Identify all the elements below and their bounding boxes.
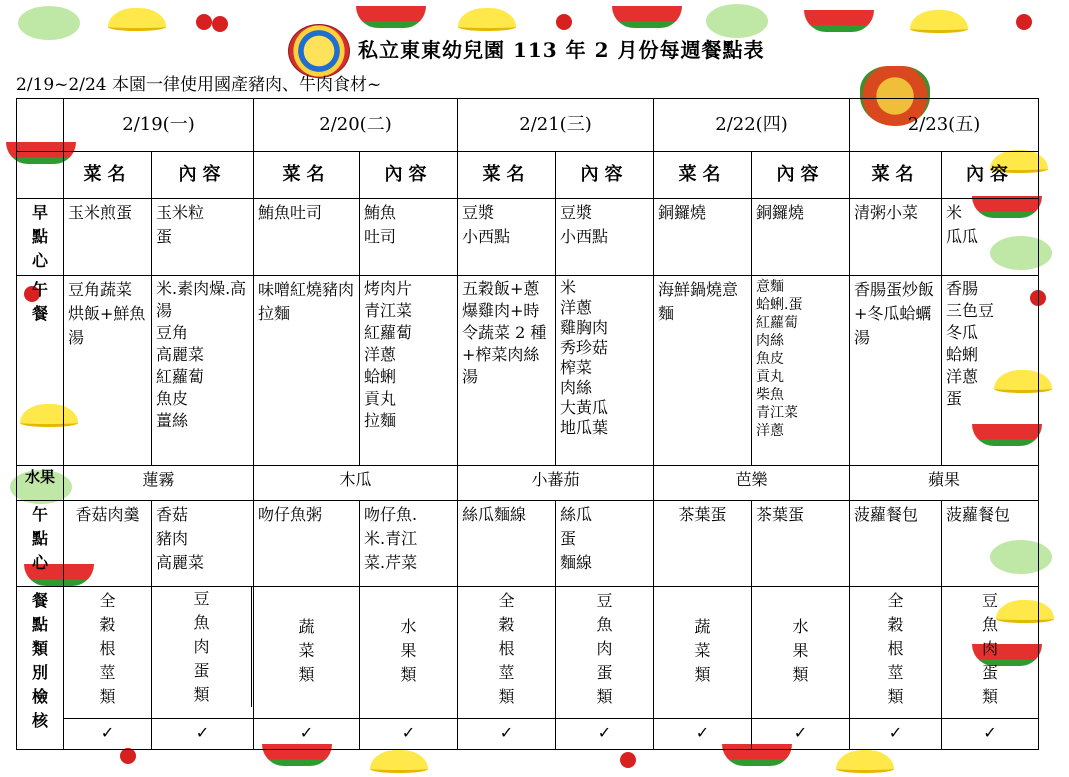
- fruit-cell: 蘋果: [850, 466, 1039, 501]
- content-cell: 烤肉片 青江菜 紅蘿蔔 洋蔥 蛤蜊 貢丸 拉麵: [360, 276, 458, 466]
- category-vegetables: 蔬菜類: [254, 587, 360, 719]
- check-row: [17, 587, 1039, 719]
- category-fruit: 水果類: [360, 587, 458, 719]
- check-mark: ✓: [850, 719, 942, 750]
- breakfast-row: [17, 199, 1039, 276]
- content-cell: 米.素肉燥.高湯 豆角 高麗菜 紅蘿蔔 魚皮 薑絲: [152, 276, 254, 466]
- dish-column-header: 菜名: [654, 152, 752, 199]
- check-mark: ✓: [64, 719, 152, 750]
- day-header: 2/21(三): [458, 99, 654, 152]
- column-header-row: [17, 152, 1039, 199]
- dish-cell: 香菇肉羹: [64, 501, 152, 587]
- dish-cell: 香腸蛋炒飯+冬瓜蛤蠣湯: [850, 276, 942, 466]
- content-column-header: 內容: [360, 152, 458, 199]
- dish-cell: 玉米煎蛋: [64, 199, 152, 276]
- category-protein: 豆魚肉蛋類: [152, 587, 252, 707]
- check-mark: ✓: [752, 719, 850, 750]
- category-grains: 全穀根莖類: [458, 587, 556, 719]
- dish-cell: 銅鑼燒: [654, 199, 752, 276]
- content-cell: 豆漿 小西點: [556, 199, 654, 276]
- fruit-cell: 小蕃茄: [458, 466, 654, 501]
- category-grains: 全穀根莖類: [850, 587, 942, 719]
- fruit-cell: 芭樂: [654, 466, 850, 501]
- page-title: 私立東東幼兒園 113 年 2 月份每週餐點表: [358, 38, 765, 62]
- content-cell: 意麵 蛤蜊.蛋 紅蘿蔔 肉絲 魚皮 貢丸 柴魚 青江菜 洋蔥: [752, 276, 850, 466]
- day-header: 2/23(五): [850, 99, 1039, 152]
- category-protein: 豆魚肉蛋類: [556, 587, 654, 719]
- fruit-row: [17, 466, 1039, 501]
- content-cell: 米 洋蔥 雞胸肉 秀珍菇 榨菜 肉絲 大黃瓜 地瓜葉: [556, 276, 654, 466]
- content-cell: 香菇 豬肉 高麗菜: [152, 501, 254, 587]
- corner-cell: [17, 152, 64, 199]
- category-group: [152, 587, 254, 719]
- dish-cell: 絲瓜麵線: [458, 501, 556, 587]
- day-header: 2/19(一): [64, 99, 254, 152]
- check-mark: ✓: [254, 719, 360, 750]
- check-mark: ✓: [654, 719, 752, 750]
- dish-cell: 豆角蔬菜烘飯+鮮魚湯: [64, 276, 152, 466]
- category-spacer: [252, 587, 253, 707]
- cherry-decoration: [120, 748, 136, 764]
- banana-decoration: [370, 750, 428, 773]
- content-cell: 菠蘿餐包: [942, 501, 1039, 587]
- dish-cell: 味噌紅燒豬肉拉麵: [254, 276, 360, 466]
- day-header: 2/22(四): [654, 99, 850, 152]
- content-column-header: 內容: [152, 152, 254, 199]
- content-column-header: 內容: [942, 152, 1039, 199]
- menu-table: [16, 98, 1039, 750]
- dish-cell: 鮪魚吐司: [254, 199, 360, 276]
- dish-cell: 豆漿 小西點: [458, 199, 556, 276]
- dish-cell: 海鮮鍋燒意麵: [654, 276, 752, 466]
- fruit-cell: 蓮霧: [64, 466, 254, 501]
- row-label-afternoon: 午點心: [17, 501, 64, 587]
- dish-column-header: 菜名: [254, 152, 360, 199]
- category-protein: 豆魚肉蛋類: [942, 587, 1039, 719]
- dish-cell: 吻仔魚粥: [254, 501, 360, 587]
- check-mark-row: [17, 719, 1039, 750]
- content-cell: 米 瓜瓜: [942, 199, 1039, 276]
- subtitle-note: 2/19~2/24 本園一律使用國產豬肉、牛肉食材~: [16, 75, 382, 95]
- check-mark: ✓: [360, 719, 458, 750]
- banana-decoration: [836, 750, 894, 773]
- lunch-row: [17, 276, 1039, 466]
- day-header: 2/20(二): [254, 99, 458, 152]
- title-bar: [0, 20, 1069, 64]
- category-vegetables: 蔬菜類: [654, 587, 752, 719]
- check-mark: ✓: [556, 719, 654, 750]
- content-column-header: 內容: [752, 152, 850, 199]
- content-cell: 香腸 三色豆 冬瓜 蛤蜊 洋蔥 蛋: [942, 276, 1039, 466]
- content-cell: 茶葉蛋: [752, 501, 850, 587]
- dish-column-header: 菜名: [458, 152, 556, 199]
- category-fruit: 水果類: [752, 587, 850, 719]
- row-label-lunch: 午餐: [17, 276, 64, 466]
- check-mark: ✓: [458, 719, 556, 750]
- row-label-check: 餐點類別檢核: [17, 587, 64, 750]
- check-mark: ✓: [152, 719, 254, 750]
- content-cell: 銅鑼燒: [752, 199, 850, 276]
- row-label-breakfast: 早點心: [17, 199, 64, 276]
- corner-cell: [17, 99, 64, 152]
- fruit-cell: 木瓜: [254, 466, 458, 501]
- check-mark: ✓: [942, 719, 1039, 750]
- dish-cell: 五穀飯+蔥爆雞肉+時令蔬菜 2 種+榨菜肉絲湯: [458, 276, 556, 466]
- dish-cell: 清粥小菜: [850, 199, 942, 276]
- dish-column-header: 菜名: [850, 152, 942, 199]
- row-label-fruit: 水果: [17, 466, 64, 501]
- content-cell: 鮪魚 吐司: [360, 199, 458, 276]
- cherry-decoration: [620, 752, 636, 768]
- category-grains: 全穀根莖類: [64, 587, 152, 719]
- content-cell: 玉米粒 蛋: [152, 199, 254, 276]
- content-cell: 絲瓜 蛋 麵線: [556, 501, 654, 587]
- day-header-row: [17, 99, 1039, 152]
- afternoon-row: [17, 501, 1039, 587]
- content-cell: 吻仔魚. 米.青江 菜.芹菜: [360, 501, 458, 587]
- dish-column-header: 菜名: [64, 152, 152, 199]
- dish-cell: 茶葉蛋: [654, 501, 752, 587]
- dish-cell: 菠蘿餐包: [850, 501, 942, 587]
- content-column-header: 內容: [556, 152, 654, 199]
